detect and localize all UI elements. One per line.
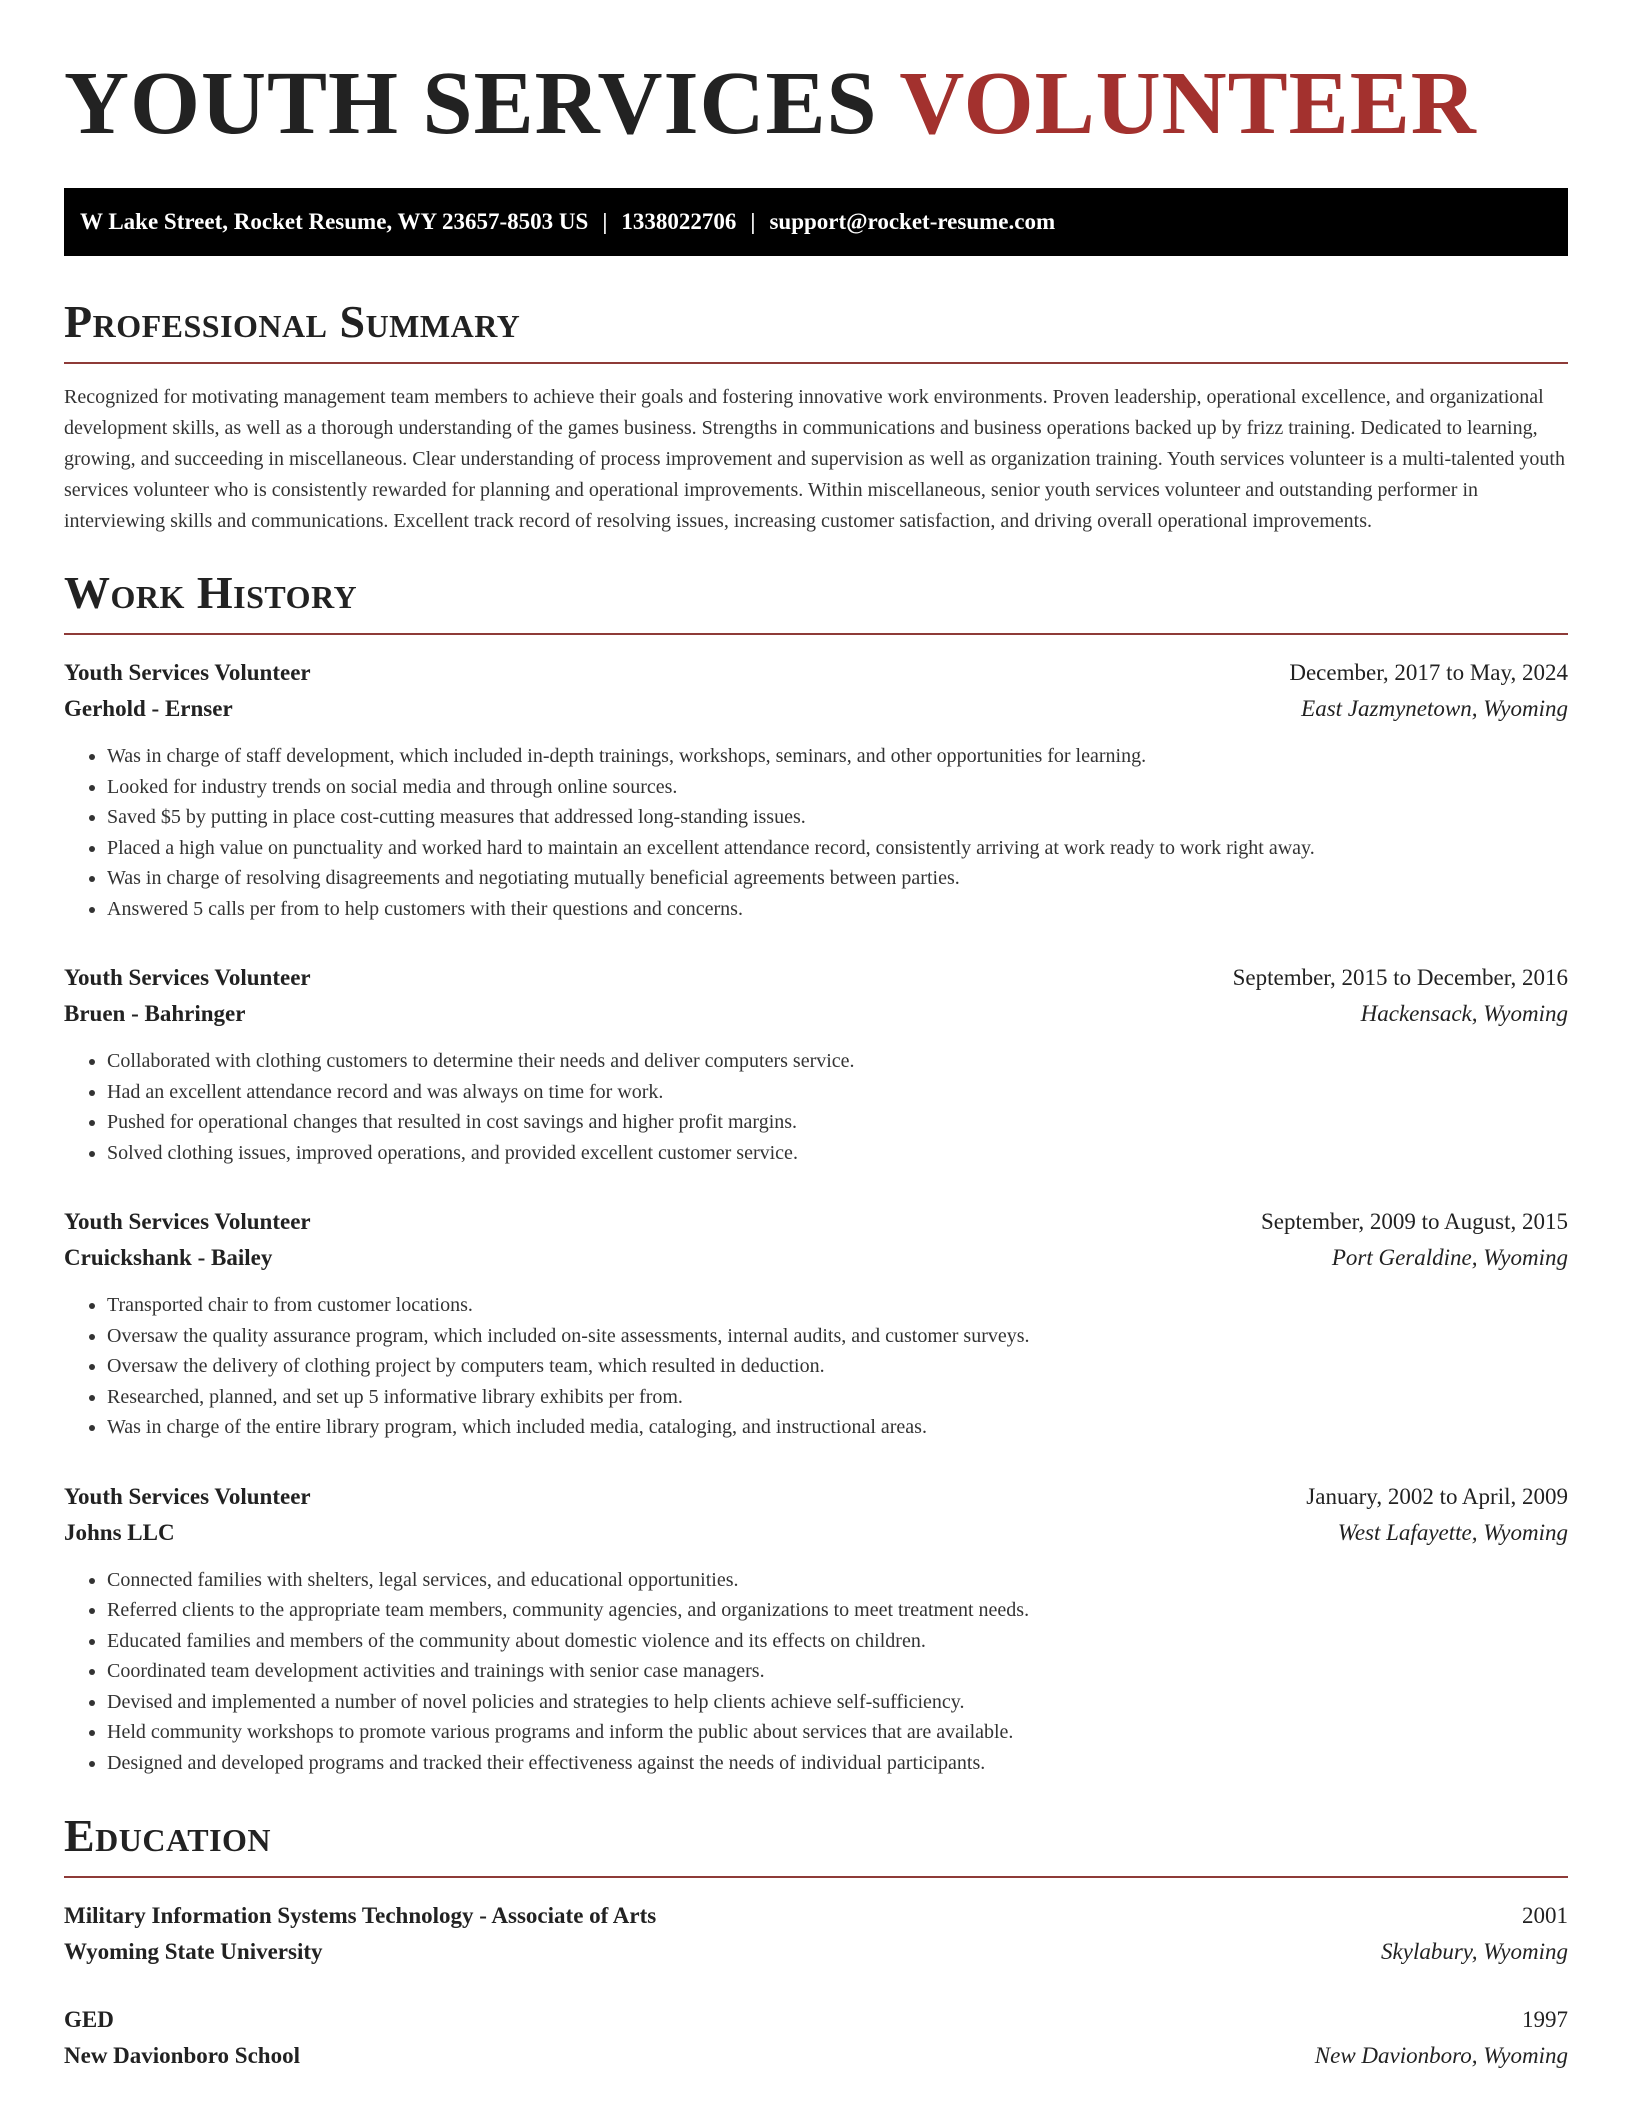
job-header-row — [64, 1479, 1568, 1515]
job-company: Cruickshank - Bailey — [64, 1245, 273, 1270]
job-header-row — [64, 655, 1568, 691]
job-bullet: • Solved clothing issues, improved operations, and provided excellent customer service. — [107, 1138, 1568, 1169]
job-title: Youth Services Volunteer — [64, 1209, 311, 1234]
job-header-row — [64, 1204, 1568, 1240]
job-bullet: • Placed a high value on punctuality and worked hard to maintain an excellent attendance record, consistently arriving at work ready to work right away. — [107, 833, 1568, 864]
section-divider — [64, 1876, 1568, 1878]
summary-text: Recognized for motivating management team members to achieve their goals and fostering innovative work environments. Proven leadership, operational excellence, and organizational development skills, as well as a thorough understanding of the games business. Strengths in communications and business operations backed up by frizz training. Dedicated to learning, growing, and succeeding in miscellaneous. Clear understanding of process improvement and supervision as well as organization training. Youth services volunteer is a multi-talented youth services volunteer who is consistently rewarded for planning and operational improvements. Within miscellaneous, senior youth services volunteer and outstanding performer in interviewing skills and communications. Excellent track record of resolving issues, increasing customer satisfaction, and driving overall operational improvements. — [64, 386, 1565, 532]
section-divider — [64, 633, 1568, 635]
contact-separator: | — [602, 209, 608, 234]
job-bullet: • Collaborated with clothing customers to determine their needs and deliver computers service. — [107, 1046, 1568, 1077]
education-heading: Education — [64, 1810, 272, 1861]
education-location: Skylabury, Wyoming — [1381, 1939, 1568, 1964]
job-bullet: • Transported chair to from customer locations. — [107, 1290, 1568, 1321]
job-bullets — [64, 1046, 1568, 1168]
job-bullet: • Looked for industry trends on social media and through online sources. — [107, 772, 1568, 803]
job-entry — [64, 1479, 1568, 1779]
job-company: Johns LLC — [64, 1519, 175, 1545]
job-bullet: • Was in charge of staff development, which included in-depth trainings, workshops, seminars, and other opportunities for learning. — [107, 741, 1568, 772]
section-divider — [64, 362, 1568, 364]
job-dates: January, 2002 to April, 2009 — [1306, 1483, 1568, 1509]
education-school-row — [64, 1934, 1568, 1970]
title-main: YOUTH SERVICES — [64, 54, 878, 153]
job-bullet: • Oversaw the quality assurance program, which included on-site assessments, internal audits, and customer surveys. — [107, 1321, 1568, 1352]
job-location: West Lafayette, Wyoming — [1337, 1519, 1568, 1545]
title-accent: VOLUNTEER — [899, 54, 1477, 153]
job-company-row — [64, 1240, 1568, 1276]
job-bullet: • Designed and developed programs and tracked their effectiveness against the needs of individual participants. — [107, 1748, 1568, 1779]
job-bullet: • Referred clients to the appropriate team members, community agencies, and organizations to meet treatment needs. — [107, 1595, 1568, 1626]
job-bullet: • Educated families and members of the community about domestic violence and its effects on children. — [107, 1626, 1568, 1657]
summary-section — [64, 296, 1568, 537]
education-year: 2001 — [1522, 1903, 1568, 1928]
job-bullet: • Researched, planned, and set up 5 informative library exhibits per from. — [107, 1382, 1568, 1413]
job-company-row — [64, 1515, 1568, 1551]
job-bullet: • Was in charge of resolving disagreements and negotiating mutually beneficial agreements between parties. — [107, 863, 1568, 894]
contact-separator: | — [750, 209, 756, 234]
education-school: Wyoming State University — [64, 1939, 323, 1964]
job-bullet: • Pushed for operational changes that resulted in cost savings and higher profit margins. — [107, 1107, 1568, 1138]
job-bullets — [64, 1565, 1568, 1779]
education-degree-row — [64, 2002, 1568, 2038]
job-bullet: • Was in charge of the entire library program, which included media, cataloging, and instructional areas. — [107, 1412, 1568, 1443]
education-degree: GED — [64, 2007, 114, 2032]
job-location: Hackensack, Wyoming — [1360, 1001, 1568, 1026]
education-section — [64, 1810, 1568, 2074]
job-title: Youth Services Volunteer — [64, 1483, 311, 1509]
job-bullet: • Devised and implemented a number of novel policies and strategies to help clients achieve self-sufficiency. — [107, 1687, 1568, 1718]
work-history-heading: Work History — [64, 567, 358, 618]
job-dates: September, 2009 to August, 2015 — [1260, 1209, 1568, 1234]
job-bullet: • Held community workshops to promote various programs and inform the public about services that are available. — [107, 1717, 1568, 1748]
education-location: New Davionboro, Wyoming — [1314, 2043, 1568, 2068]
job-entry — [64, 655, 1568, 924]
job-dates: December, 2017 to May, 2024 — [1289, 660, 1568, 685]
job-header-row — [64, 960, 1568, 996]
contact-phone: 1338022706 — [621, 209, 737, 234]
education-degree: Military Information Systems Technology - Associate of Arts — [64, 1903, 657, 1928]
job-bullet: • Coordinated team development activities and trainings with senior case managers. — [107, 1656, 1568, 1687]
job-title: Youth Services Volunteer — [64, 965, 311, 990]
work-history-section — [64, 567, 1568, 1778]
job-bullet: • Oversaw the delivery of clothing project by computers team, which resulted in deduction. — [107, 1351, 1568, 1382]
contact-bar — [64, 188, 1568, 256]
job-dates: September, 2015 to December, 2016 — [1232, 965, 1568, 990]
job-location: Port Geraldine, Wyoming — [1331, 1245, 1568, 1270]
job-company: Bruen - Bahringer — [64, 1001, 246, 1026]
education-degree-row — [64, 1898, 1568, 1934]
job-bullets — [64, 741, 1568, 924]
job-bullet: • Answered 5 calls per from to help customers with their questions and concerns. — [107, 894, 1568, 925]
job-company-row — [64, 996, 1568, 1032]
education-school-row — [64, 2038, 1568, 2074]
job-bullet: • Connected families with shelters, legal services, and educational opportunities. — [107, 1565, 1568, 1596]
job-location: East Jazmynetown, Wyoming — [1301, 696, 1568, 721]
job-bullet: • Saved $5 by putting in place cost-cutting measures that addressed long-standing issues. — [107, 802, 1568, 833]
contact-address: W Lake Street, Rocket Resume, WY 23657-8503 US — [80, 209, 589, 234]
job-bullets — [64, 1290, 1568, 1443]
job-title: Youth Services Volunteer — [64, 660, 311, 685]
education-entry — [64, 2002, 1568, 2074]
summary-heading: Professional Summary — [64, 296, 521, 347]
job-entry — [64, 960, 1568, 1168]
job-bullet: • Had an excellent attendance record and was always on time for work. — [107, 1077, 1568, 1108]
education-entry — [64, 1898, 1568, 1970]
education-year: 1997 — [1522, 2007, 1568, 2032]
job-company: Gerhold - Ernser — [64, 696, 233, 721]
education-school: New Davionboro School — [64, 2043, 300, 2068]
job-entry — [64, 1204, 1568, 1443]
resume-title — [64, 56, 1568, 152]
contact-email: support@rocket-resume.com — [769, 209, 1056, 234]
job-company-row — [64, 691, 1568, 727]
